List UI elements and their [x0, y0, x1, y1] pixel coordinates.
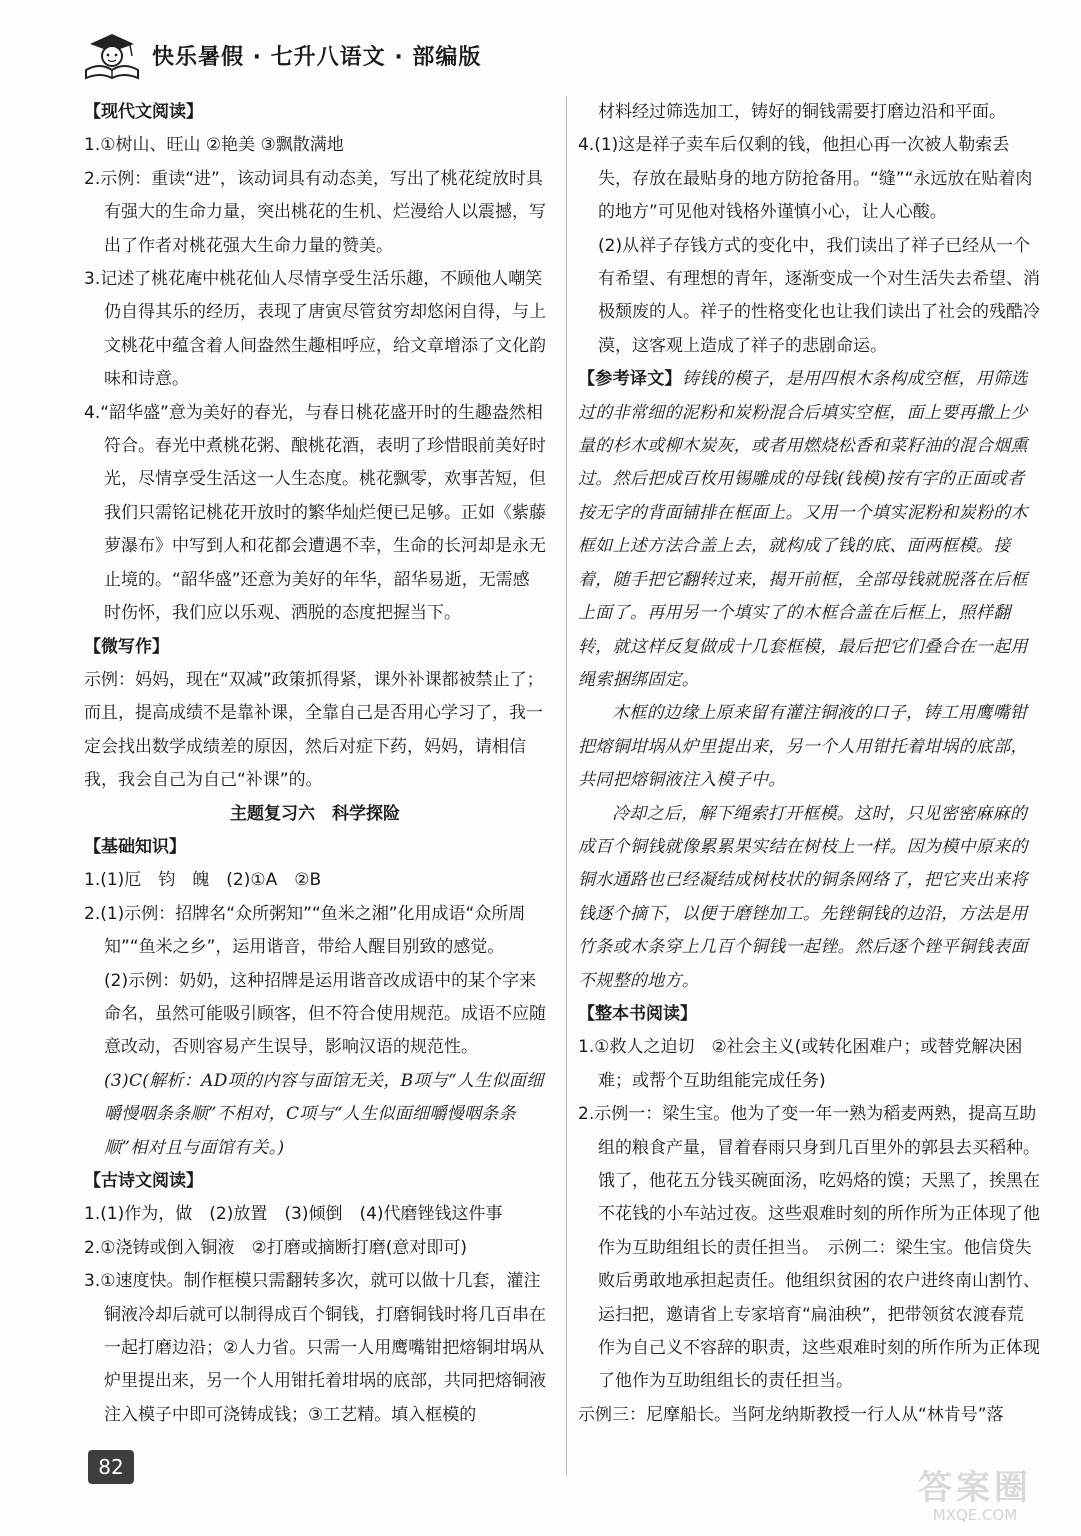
- micro-writing-heading: 【微写作】: [84, 636, 169, 657]
- watermark-logo-text: 答案圈: [918, 1468, 1032, 1508]
- answer-item: 2.(1)示例：招牌名“众所粥知”“鱼米之湘”化用成语“众所周知”“鱼米之乡”，运用谐音，带给人醒目别致的感觉。: [84, 903, 526, 958]
- answer-item: 2.示例：重读“进”，该动词具有动态美，写出了桃花绽放时具有强大的生命力量，突出桃花的生机、烂漫给人以震撼，写出了作者对桃花强大生命力量的赞美。: [84, 168, 546, 256]
- whole-book-reading-heading: 【整本书阅读】: [578, 1003, 697, 1024]
- translation-paragraph: 铸钱的模子，是用四根木条构成空框，用筛选过的非常细的泥粉和炭粉混合后填实空框，面上要再撒上少量的杉木或柳木炭灰，或者用燃烧松香和菜籽油的混合烟熏过。然后把成百枚用锡雕成的母钱(钱模)按有字的正面或者按无字的背面铺排在框面上。又用一个填实泥粉和炭粉的木框如上述方法合盖上去，就构成了钱的底、面两框模。接着，随手把它翻转过来，揭开前框，全部母钱就脱落在后框上面了。再用另一个填实了的木框合盖在后框上，照样翻转，就这样反复做成十几套框模，最后把它们叠合在一起用绳索捆绑固定。: [578, 369, 1028, 690]
- column-divider: [566, 96, 567, 1476]
- answer-item: 1.①救人之迫切 ②社会主义(或转化困难户；或替党解决困难；或帮个互助组能完成任务): [578, 1037, 1023, 1091]
- classical-reading-heading: 【古诗文阅读】: [84, 1171, 203, 1191]
- answer-item: (2)示例：奶奶，这种招牌是运用谐音改成语中的某个字来命名，虽然可能吸引顾客，但不符合使用规范。成语不应随意改动，否则容易产生误导，影响汉语的规范性。: [104, 970, 546, 1058]
- answer-item: 示例三：尼摩船长。当阿龙纳斯教授一行人从“林肯号”落: [578, 1404, 1004, 1425]
- theme-review-title: 主题复习六 科学探险: [230, 803, 400, 824]
- answer-item: 2.①浇铸或倒入铜液 ②打磨或摘断打磨(意对即可): [84, 1237, 467, 1258]
- answer-item: 4.“韶华盛”意为美好的春光，与春日桃花盛开时的生趣盎然相符合。春光中煮桃花粥、酿桃花酒，表明了珍惜眼前美好时光，尽情享受生活这一人生态度。桃花飘零，欢事苦短，但我们只需铭记桃花开放时的繁华灿烂便已足够。正如《紫藤萝瀑布》中写到人和花都会遭遇不幸，生命的长河却是永无止境的。“韶华盛”还意为美好的年华，韶华易逝，无需感时伤怀，我们应以乐观、洒脱的态度把握当下。: [84, 402, 546, 624]
- answer-item: 3.记述了桃花庵中桃花仙人尽情享受生活乐趣，不顾他人嘲笑仍自得其乐的经历，表现了唐寅尽管贫穷却悠闲自得，与上文桃花中蕴含着人间盎然生趣相呼应，给文章增添了文化韵味和诗意。: [84, 269, 546, 390]
- answer-item: (2)从祥子存钱方式的变化中，我们读出了祥子已经从一个有希望、有理想的青年，逐渐变成一个对生活失去希望、消极颓废的人。祥子的性格变化也让我们读出了社会的残酷冷漠，这客观上造成了祥子的悲剧命运。: [598, 235, 1040, 356]
- answer-item: (3)C(解析：AD项的内容与面馆无关，B项与“人生似面细嚼慢咽条条顺”不相对，C项与“人生似面细嚼慢咽条条顺”相对且与面馆有关。): [104, 1070, 544, 1158]
- reference-translation-heading: 【参考译文】: [578, 369, 682, 390]
- answer-item: 4.(1)这是祥子卖车后仅剩的钱，他担心再一次被人勒索丢失，存放在最贴身的地方防抢备用。“缝”“永远放在贴着肉的地方”可见他对钱格外谨慎小心，让人心酸。: [578, 135, 1033, 223]
- answer-item: 3.①速度快。制作框模只需翻转多次，就可以做十几套，灌注铜液冷却后就可以制得成百个铜钱，打磨铜钱时将几百串在一起打磨边沿；②人力省。只需一人用鹰嘴钳把熔铜坩埚从炉里提出来，另一个人用钳托着坩埚的底部，共同把熔铜液注入模子中即可浇铸成钱；③工艺精。填入框模的: [84, 1271, 546, 1425]
- student-reading-logo-icon: [80, 26, 144, 82]
- page-number: 82: [88, 1450, 134, 1484]
- answer-item: 2.示例一：梁生宝。他为了变一年一熟为稻麦两熟，提高互助组的粮食产量，冒着春雨只身到几百里外的郭县去买稻种。饿了，他花五分钱买碗面汤，吃妈烙的馍；天黑了，挨黑在不花钱的小车站过夜。这些艰难时刻的所作所为正体现了他作为互助组组长的责任担当。 示例二：梁生宝。他信贷失败后勇敢地承担起责任。他组织贫困的农户进终南山割竹、运扫把，邀请省上专家培育“扁油秧”，把带领贫农渡春荒作为自己义不容辞的职责，这些艰难时刻的所作所为正体现了他作为互助组组长的责任担当。: [578, 1104, 1040, 1392]
- page-header: [80, 26, 1000, 86]
- left-column: [84, 96, 546, 1432]
- answer-item: 1.(1)作为，做 (2)放置 (3)倾倒 (4)代磨锉钱这件事: [84, 1204, 503, 1225]
- translation-paragraph: 木框的边缘上原来留有灌注铜液的口子，铸工用鹰嘴钳把熔铜坩埚从炉里提出来，另一个人用钳托着坩埚的底部，共同把熔铜液注入模子中。: [578, 703, 1028, 791]
- micro-writing-text: 示例：妈妈，现在“双减”政策抓得紧，课外补课都被禁止了；而且，提高成绩不是靠补课，全靠自己是否用心学习了，我一定会找出数学成绩差的原因，然后对症下药，妈妈，请相信我，我会自己为自己“补课”的。: [84, 669, 544, 791]
- right-column: [578, 96, 1040, 1432]
- answer-item: 1.①树山、旺山 ②艳美 ③飘散满地: [84, 135, 344, 156]
- answer-item: 1.(1)厄 钧 魄 (2)①A ②B: [84, 870, 322, 891]
- site-watermark: [890, 1470, 1060, 1528]
- continued-text: 材料经过筛选加工，铸好的铜钱需要打磨边沿和平面。: [598, 102, 1006, 122]
- translation-paragraph: 冷却之后，解下绳索打开框模。这时，只见密密麻麻的成百个铜钱就像累累果实结在树枝上一样。因为模中原来的铜水通路也已经凝结成树枝状的铜条网络了，把它夹出来将钱逐个摘下，以便于磨锉加工。先锉铜钱的边沿，方法是用竹条或木条穿上几百个铜钱一起锉。然后逐个锉平铜钱表面不规整的地方。: [578, 803, 1028, 991]
- watermark-url: MXQE.COM: [932, 1506, 1018, 1524]
- basic-knowledge-heading: 【基础知识】: [84, 836, 186, 857]
- modern-reading-heading: 【现代文阅读】: [84, 102, 203, 122]
- book-series-title: 快乐暑假 · 七升八语文 · 部编版: [152, 45, 482, 70]
